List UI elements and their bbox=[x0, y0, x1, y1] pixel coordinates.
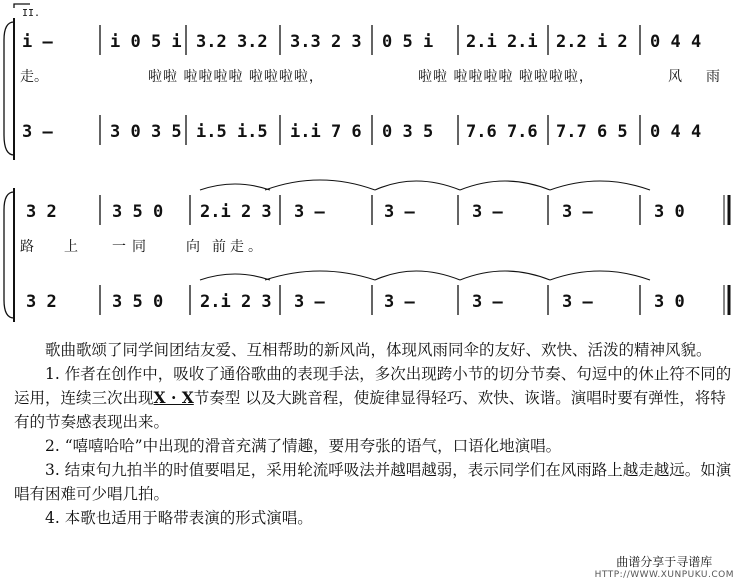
lyric: 路 bbox=[20, 239, 34, 255]
watermark-url: HTTP://WWW.XUNPUKU.COM bbox=[594, 570, 734, 580]
svg-text:3 –: 3 – bbox=[294, 292, 325, 312]
lyric: 前走。 bbox=[212, 239, 266, 255]
svg-text:3 –: 3 – bbox=[384, 202, 415, 222]
svg-text:3 –: 3 – bbox=[384, 292, 415, 312]
svg-text:2.i 2 3: 2.i 2 3 bbox=[200, 292, 272, 312]
note-3: 3. 结束句九拍半的时值要唱足，采用轮流呼吸法并越唱越弱，表示同学们在风雨路上越走越远。如演唱有困难可少唱几拍。 bbox=[14, 461, 732, 503]
svg-text:0 4 4: 0 4 4 bbox=[650, 122, 702, 142]
intro-paragraph: 歌曲歌颂了同学间团结友爱、互相帮助的新风尚，体现风雨同伞的友好、欢快、活泼的精神风貌。 bbox=[45, 341, 712, 359]
system2-brace bbox=[4, 192, 14, 318]
svg-text:0 5 i: 0 5 i bbox=[382, 32, 434, 52]
svg-text:3 0: 3 0 bbox=[654, 202, 685, 222]
section-mark: II. bbox=[22, 8, 41, 19]
svg-text:3 5 0: 3 5 0 bbox=[112, 202, 164, 222]
svg-text:3 –: 3 – bbox=[562, 292, 593, 312]
svg-text:i.5 i.5: i.5 i.5 bbox=[196, 122, 268, 142]
svg-text:3 2: 3 2 bbox=[26, 202, 57, 222]
system1-upper-notes bbox=[22, 32, 701, 52]
rhythm-pattern: X · X bbox=[153, 388, 194, 407]
svg-text:3 –: 3 – bbox=[472, 292, 503, 312]
svg-text:2.i 2 3: 2.i 2 3 bbox=[200, 202, 272, 222]
lyric: 啦啦 啦啦啦啦 啦啦啦啦， bbox=[418, 69, 594, 85]
svg-text:7.7 6 5: 7.7 6 5 bbox=[556, 122, 628, 142]
svg-text:3 –: 3 – bbox=[472, 202, 503, 222]
svg-text:3 –: 3 – bbox=[22, 122, 53, 142]
system2-lower-notes bbox=[26, 292, 685, 312]
lyric: 风 bbox=[668, 69, 682, 85]
svg-text:3 0 3 5: 3 0 3 5 bbox=[110, 122, 182, 142]
lyric: 啦啦 啦啦啦啦 啦啦啦啦， bbox=[148, 69, 324, 85]
svg-text:3 –: 3 – bbox=[562, 202, 593, 222]
note-1: 1. 作者在创作中，吸收了通俗歌曲的表现手法，多次出现跨小节的切分节奏、句逗中的休止符不同的运用，连续三次出现X · X节奏型 以及大跳音程，使旋律显得轻巧、欢快、诙谐。演唱时要有弹性，将特有的节奏感表现出来。 bbox=[14, 365, 732, 431]
svg-text:2.i 2.i: 2.i 2.i bbox=[466, 32, 538, 52]
system1-brace bbox=[4, 22, 14, 155]
commentary bbox=[14, 338, 736, 530]
svg-text:i.i 7 6: i.i 7 6 bbox=[290, 122, 362, 142]
svg-text:i –: i – bbox=[22, 32, 53, 52]
lyric: 向 bbox=[186, 239, 200, 255]
lyric: 上 bbox=[64, 239, 78, 255]
system2-upper-notes bbox=[26, 202, 685, 222]
lyric: 一同 bbox=[112, 239, 152, 255]
lyric: 雨 bbox=[706, 69, 720, 85]
svg-text:3 2: 3 2 bbox=[26, 292, 57, 312]
lyric: 走。 bbox=[20, 69, 48, 85]
system1-lower-notes bbox=[22, 122, 701, 142]
svg-text:0 4 4: 0 4 4 bbox=[650, 32, 702, 52]
svg-text:3 0: 3 0 bbox=[654, 292, 685, 312]
svg-text:3 5 0: 3 5 0 bbox=[112, 292, 164, 312]
svg-text:3.2 3.2: 3.2 3.2 bbox=[196, 32, 268, 52]
svg-text:7.6 7.6: 7.6 7.6 bbox=[466, 122, 538, 142]
svg-text:i 0 5 i: i 0 5 i bbox=[110, 32, 182, 52]
ties bbox=[200, 180, 650, 280]
svg-text:3.3 2 3: 3.3 2 3 bbox=[290, 32, 362, 52]
svg-text:2.2 i 2: 2.2 i 2 bbox=[556, 32, 628, 52]
svg-text:3 –: 3 – bbox=[294, 202, 325, 222]
watermark-title: 曲谱分享于寻谱库 bbox=[616, 555, 713, 569]
svg-text:0 3 5: 0 3 5 bbox=[382, 122, 434, 142]
note-4: 4. 本歌也适用于略带表演的形式演唱。 bbox=[45, 509, 313, 527]
note-2: 2. “嘻嘻哈哈”中出现的滑音充满了情趣，要用夸张的语气，口语化地演唱。 bbox=[45, 437, 562, 455]
watermark bbox=[595, 553, 734, 580]
